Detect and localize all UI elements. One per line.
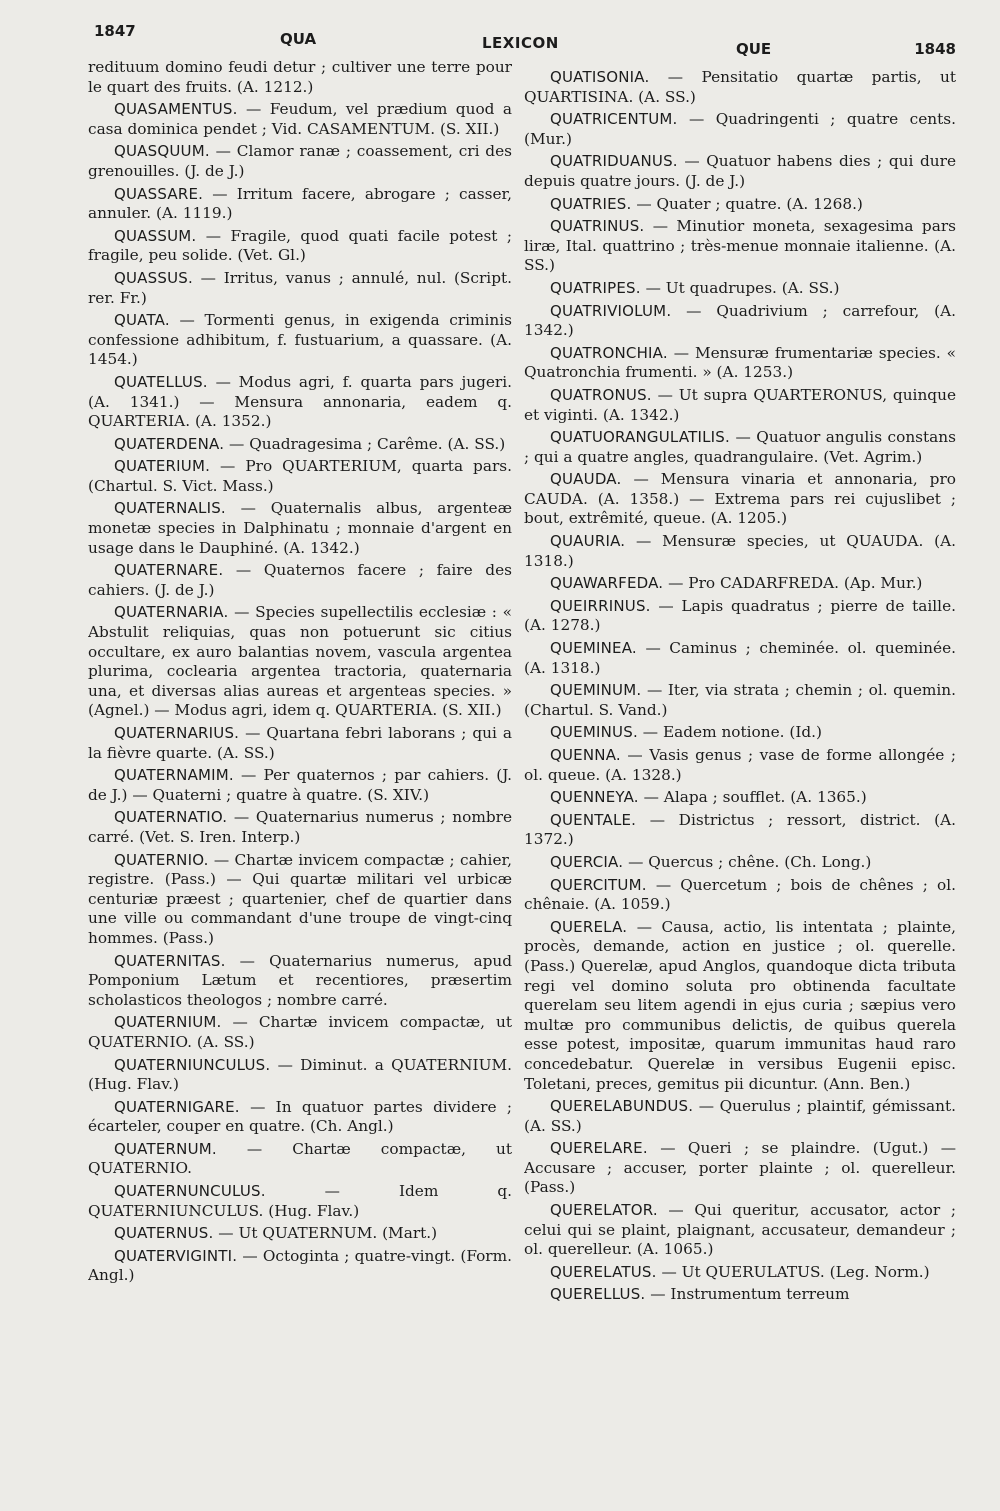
entry-definition: — Chartæ invicem compactæ ; cahier, registre. (Pass.) — Qui quartæ militari vel urbicæ centuriæ præest ; quartenier, chef de quartier dans une ville ou commandant d'une troupe de vingt-cinq hommes. (Pass.) [88,850,512,947]
page-title: LEXICON [482,34,559,52]
entry-definition: — Quartana febri laborans ; qui a la fièvre quarte. (A. SS.) [88,724,512,762]
entry-definition: — Instrumentum terreum [645,1285,850,1304]
dictionary-entry [88,1013,512,1052]
dictionary-entry [524,853,956,873]
dictionary-entry [88,808,512,847]
entry-headword: QUAURIA. [550,532,626,551]
entry-definition: — Per quaternos ; par cahiers. (J. de J.) — Quaterni ; quatre à quatre. (S. XIV.) [88,766,512,804]
entry-headword: QUATERNUM. [114,1139,217,1158]
entry-headword: QUEMINUM. [550,681,642,700]
dictionary-entry [524,470,956,529]
entry-headword: QUATERNIUNCULUS. [114,1055,271,1074]
entry-definition: — Mensuræ species, ut QUAUDA. (A. 1318.) [524,532,956,570]
entry-definition: redituum domino feudi detur ; cultiver une terre pour le quart des fruits. (A. 1212.) [88,58,512,96]
entry-headword: QUATUORANGULATILIS. [550,428,730,447]
entry-headword: QUATERNAMIM. [114,766,234,785]
entry-definition: — Irritus, vanus ; annulé, nul. (Script. rer. Fr.) [88,268,512,307]
entry-headword: QUEIRRINUS. [550,596,651,615]
dictionary-entry [88,457,512,496]
entry-definition: — Quatuor habens dies ; qui dure depuis quatre jours. (J. de J.) [524,152,956,190]
running-headword-left: QUA [280,30,317,48]
entry-definition: — Pensitatio quartæ partis, ut QUARTISINA. (A. SS.) [524,68,956,106]
entry-headword: QUERELATOR. [550,1201,658,1220]
dictionary-entry [524,639,956,678]
dictionary-entry [88,603,512,721]
dictionary-entry [524,428,956,467]
entry-headword: QUATA. [114,311,170,330]
entry-definition: — Pro CADARFREDA. (Ap. Mur.) [663,574,923,593]
entry-definition: — Octoginta ; quatre-vingt. (Form. Angl.) [88,1246,512,1285]
entry-headword: QUERCITUM. [550,875,647,894]
dictionary-entry [524,1201,956,1260]
entry-headword: QUATERNIO. [114,850,209,869]
dictionary-entry [88,1140,512,1179]
entry-headword: QUATERNUNCULUS. [114,1182,266,1201]
dictionary-entry [524,574,956,594]
dictionary-entry [524,597,956,636]
dictionary-entry [524,788,956,808]
dictionary-entry [88,227,512,266]
dictionary-entry [524,110,956,149]
entry-headword: QUATERNITAS. [114,951,226,970]
entry-definition: — Queri ; se plaindre. (Ugut.) — Accusare ; accuser, porter plainte ; ol. querelleur. (Pass.) [524,1139,956,1197]
dictionary-entry [88,435,512,455]
entry-headword: QUATERNALIS. [114,499,226,518]
dictionary-entry [524,302,956,341]
entry-definition: — Ut QUATERNUM. (Mart.) [213,1224,438,1243]
entry-headword: QUATERNIGARE. [114,1097,240,1116]
entry-definition: — Ut quadrupes. (A. SS.) [640,278,840,297]
entry-definition: — Pro QUARTERIUM, quarta pars. (Chartul. S. Vict. Mass.) [88,457,512,495]
entry-headword: QUASQUUM. [114,142,210,161]
dictionary-entry [524,918,956,1094]
entry-headword: QUATRICENTUM. [550,110,678,129]
entry-headword: QUATRONUS. [550,385,652,404]
entry-definition: — Chartæ invicem compactæ, ut QUATERNIO. (A. SS.) [88,1013,512,1051]
dictionary-entry [88,142,512,181]
dictionary-entry [88,952,512,1011]
dictionary-entry [88,269,512,308]
entry-definition: — Iter, via strata ; chemin ; ol. quemin. (Chartul. S. Vand.) [524,681,956,719]
dictionary-entry [88,499,512,558]
entry-definition: — Quadrivium ; carrefour, (A. 1342.) [524,301,956,340]
right-column [524,68,956,1467]
entry-definition: — Qui queritur, accusator, actor ; celui qui se plaint, plaignant, accusateur, demandeur ; ol. querelleur. (A. 1065.) [524,1201,956,1259]
entry-definition: — Vasis genus ; vase de forme allongée ; ol. queue. (A. 1328.) [524,746,956,784]
entry-headword: QUATERNARIUS. [114,724,240,742]
entry-definition: — Caminus ; cheminée. ol. queminée. (A. 1318.) [524,639,956,677]
entry-definition: — Quaternalis albus, argenteæ monetæ species in Dalphinatu ; monnaie d'argent en usage dans le Dauphiné. (A. 1342.) [88,499,512,557]
dictionary-entry [524,1097,956,1136]
dictionary-entry [88,185,512,224]
entry-definition: — Causa, actio, lis intentata ; plainte, procès, demande, action en justice ; ol. querelle. (Pass.) Querelæ, apud Anglos, quandoque dicta tributa regi vel domino soluta pro obtinenda facultate querelam seu litem agendi in ejus curia ; sæpius vero multæ pro communibus delictis, de quibus querela esse potest, impositæ, quarum immunitas haud raro concedebatur. Querelæ in versibus Eugenii episc. Toletani, preces, gemitus pii dicuntur. (Ann. Ben.) [524,917,956,1093]
entry-headword: QUAUDA. [550,470,622,489]
entry-definition: — Mensura vinaria et annonaria, pro CAUDA. (A. 1358.) — Extrema pars rei cujuslibet ; bout, extrêmité, queue. (A. 1205.) [524,470,956,528]
entry-definition: — Quater ; quatre. (A. 1268.) [631,194,863,213]
entry-definition: — Ut QUERULATUS. (Leg. Norm.) [656,1262,930,1281]
entry-definition: — Species supellectilis ecclesiæ : « Abstulit reliquias, quas non potuerunt sic citius occultare, ex auro balantias novem, vascula argentea plurima, coclearia argentea tractoria, quaternaria una, et diversas alias aureas et argenteas species. » (Agnel.) — Modus agri, idem q. QUARTERIA. (S. XII.) [88,603,512,720]
dictionary-entry [88,58,512,97]
dictionary-entry [524,746,956,785]
entry-definition: — Alapa ; soufflet. (A. 1365.) [638,788,867,807]
dictionary-entry [524,217,956,276]
dictionary-entry [524,723,956,743]
entry-headword: QUASSARE. [114,184,204,203]
page-number-right: 1848 [914,40,956,58]
left-column [88,58,512,1467]
entry-headword: QUATRIPES. [550,278,641,297]
dictionary-entry [88,1056,512,1095]
entry-headword: QUATRIVIOLUM. [550,301,672,320]
entry-definition: — Ut supra QUARTERONUS, quinque et viginti. (A. 1342.) [524,385,956,424]
entry-headword: QUAWARFEDA. [550,574,664,593]
entry-headword: QUENNA. [550,746,621,764]
entry-headword: QUEMINEA. [550,639,637,658]
entry-definition: — Quaternos facere ; faire des cahiers. (J. de J.) [88,561,512,599]
entry-headword: QUERELLUS. [550,1285,646,1304]
dictionary-entry [524,279,956,299]
entry-definition: — Districtus ; ressort, district. (A. 1372.) [524,810,956,849]
entry-headword: QUERELA. [550,917,628,936]
entry-headword: QUATELLUS. [114,372,208,391]
entry-headword: QUATERVIGINTI. [114,1246,238,1265]
entry-headword: QUATRIDUANUS. [550,152,678,171]
dictionary-entry [524,152,956,191]
entry-definition: — Clamor ranæ ; coassement, cri des grenouilles. (J. de J.) [88,142,512,180]
dictionary-entry [524,876,956,915]
dictionary-entry [88,851,512,949]
entry-definition: — In quatuor partes dividere ; écarteler, couper en quatre. (Ch. Angl.) [88,1097,512,1136]
dictionary-entry [88,311,512,370]
dictionary-entry [524,532,956,571]
dictionary-entry [88,1224,512,1244]
entry-headword: QUATRIES. [550,194,632,213]
entry-headword: QUATRINUS. [550,217,645,236]
entry-headword: QUEMINUS. [550,723,638,742]
dictionary-entry [524,1263,956,1283]
entry-definition: — Quercetum ; bois de chênes ; ol. chênaie. (A. 1059.) [524,875,956,914]
entry-headword: QUATERNATIO. [114,808,228,827]
entry-definition: — Irritum facere, abrogare ; casser, annuler. (A. 1119.) [88,184,512,223]
entry-headword: QUASSUS. [114,268,193,287]
entry-headword: QUERELABUNDUS. [550,1097,694,1116]
dictionary-entry [88,1247,512,1286]
entry-definition: — Lapis quadratus ; pierre de taille. (A. 1278.) [524,596,956,635]
entry-headword: QUERELATUS. [550,1262,657,1281]
entry-definition: — Quadragesima ; Carême. (A. SS.) [224,434,506,453]
entry-definition: — Quadringenti ; quatre cents. (Mur.) [524,110,956,148]
dictionary-entry [88,1182,512,1221]
dictionary-entry [524,386,956,425]
entry-definition: — Querulus ; plaintif, gémissant. (A. SS.) [524,1097,956,1135]
entry-definition: — Quaternarius numerus ; nombre carré. (Vet. S. Iren. Interp.) [88,808,512,846]
dictionary-entry [524,344,956,383]
entry-headword: QUENTALE. [550,810,637,829]
dictionary-entry [524,811,956,850]
entry-definition: — Diminut. a QUATERNIUM. (Hug. Flav.) [88,1055,512,1094]
entry-headword: QUASSUM. [114,226,197,245]
entry-headword: QUATISONIA. [550,68,650,86]
dictionary-entry [524,1139,956,1198]
entry-definition: — Eadem notione. (Id.) [637,723,823,742]
entry-definition: — Quercus ; chêne. (Ch. Long.) [623,852,872,871]
dictionary-entry [524,68,956,107]
page-number-left: 1847 [94,22,136,40]
entry-headword: QUATERNUS. [114,1224,214,1243]
entry-headword: QUASAMENTUS. [114,100,238,119]
dictionary-entry [524,681,956,720]
entry-headword: QUATRONCHIA. [550,343,668,362]
dictionary-entry [88,373,512,432]
dictionary-entry [88,724,512,763]
entry-definition: — Tormenti genus, in exigenda criminis confessione adhibitum, f. fustuarium, a quassare. (A. 1454.) [88,311,512,369]
entry-definition: — Feudum, vel prædium quod a casa dominica pendet ; Vid. CASAMENTUM. (S. XII.) [88,100,512,138]
entry-definition: — Quatuor angulis constans ; qui a quatre angles, quadrangulaire. (Vet. Agrim.) [524,428,956,466]
entry-definition: — Modus agri, f. quarta pars jugeri. (A. 1341.) — Mensura annonaria, eadem q. QUARTERIA. (A. 1352.) [88,372,512,431]
entry-headword: QUATERNARE. [114,561,224,580]
entry-definition: — Minutior moneta, sexagesima pars liræ, Ital. quattrino ; très-menue monnaie italienne. (A. SS.) [524,217,956,275]
entry-definition: — Quaternarius numerus, apud Pomponium Lætum et recentiores, præsertim scholasticos theologos ; nombre carré. [88,951,512,1009]
dictionary-entry [88,766,512,805]
dictionary-entry [524,1285,956,1305]
entry-headword: QUATERNIUM. [114,1013,222,1032]
entry-definition: — Idem q. QUATERNIUNCULUS. (Hug. Flav.) [88,1182,512,1220]
entry-headword: QUENNEYA. [550,788,639,807]
page-header [70,18,956,58]
entry-headword: QUATERDENA. [114,434,225,453]
dictionary-entry [88,100,512,139]
dictionary-entry [88,1098,512,1137]
entry-definition: — Chartæ compactæ, ut QUATERNIO. [88,1139,512,1178]
running-headword-right: QUE [736,40,772,58]
dictionary-entry [524,195,956,215]
entry-definition: — Fragile, quod quati facile potest ; fragile, peu solide. (Vet. Gl.) [88,226,512,265]
entry-headword: QUERELARE. [550,1139,648,1158]
entry-headword: QUATERNARIA. [114,603,229,622]
entry-headword: QUERCIA. [550,852,624,871]
entry-headword: QUATERIUM. [114,457,211,476]
entry-definition: — Mensuræ frumentariæ species. « Quatronchia frumenti. » (A. 1253.) [524,343,956,382]
dictionary-entry [88,561,512,600]
